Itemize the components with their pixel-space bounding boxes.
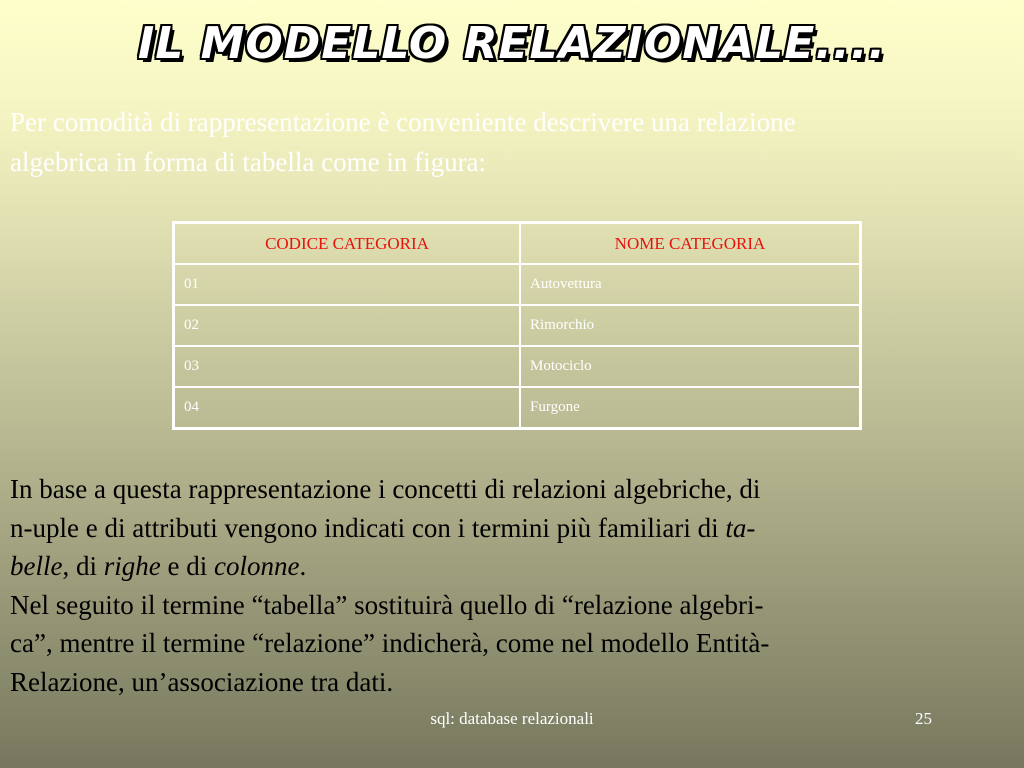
term-tabelle: ta- bbox=[725, 512, 756, 543]
table-row bbox=[174, 387, 861, 429]
paragraph-text: . bbox=[299, 551, 307, 581]
table-cell-codice: 01 bbox=[174, 264, 521, 305]
slide-title: IL MODELLO RELAZIONALE.... bbox=[137, 18, 887, 69]
table-row bbox=[174, 346, 861, 387]
column-header-nome: NOME CATEGORIA bbox=[520, 223, 861, 265]
term-tabelle: belle bbox=[10, 551, 63, 581]
paragraph-line: In base a questa rappresentazione i concetti di relazioni algebriche, di bbox=[10, 474, 761, 504]
paragraph-line: Relazione, un’associazione tra dati. bbox=[10, 666, 394, 697]
paragraph-1 bbox=[10, 470, 990, 586]
page-number: 25 bbox=[915, 709, 932, 728]
intro-line: Per comodità di rappresentazione è conveniente descrivere una relazione bbox=[10, 107, 796, 137]
intro-line: algebrica in forma di tabella come in figura: bbox=[10, 147, 487, 177]
table-row bbox=[174, 264, 861, 305]
paragraph-text: e di bbox=[160, 551, 214, 581]
term-colonne: colonne bbox=[214, 551, 300, 581]
table-cell-codice: 02 bbox=[174, 305, 521, 346]
column-header-codice: CODICE CATEGORIA bbox=[174, 223, 521, 265]
table-row bbox=[174, 305, 861, 346]
paragraph-line: ca”, mentre il termine “relazione” indicherà, come nel modello Entità- bbox=[10, 628, 770, 658]
paragraph-line: n-uple e di attributi vengono indicati con i termini più familiari di bbox=[10, 512, 726, 543]
table-cell-codice: 03 bbox=[174, 346, 521, 387]
paragraph-2 bbox=[10, 586, 990, 702]
paragraph-line: Nel seguito il termine “tabella” sostituirà quello di “relazione algebri- bbox=[10, 589, 764, 620]
table-cell-nome: Motociclo bbox=[520, 346, 861, 387]
table-cell-nome: Autovettura bbox=[520, 264, 861, 305]
paragraph-text: , di bbox=[62, 551, 104, 581]
category-table bbox=[172, 221, 862, 430]
intro-text bbox=[10, 102, 1015, 182]
table-cell-codice: 04 bbox=[174, 387, 521, 429]
footer-text: sql: database relazionali bbox=[430, 709, 594, 728]
body-text bbox=[10, 470, 990, 701]
term-righe: righe bbox=[103, 551, 161, 581]
table-header-row bbox=[174, 223, 861, 265]
table-cell-nome: Rimorchio bbox=[520, 305, 861, 346]
table-cell-nome: Furgone bbox=[520, 387, 861, 429]
